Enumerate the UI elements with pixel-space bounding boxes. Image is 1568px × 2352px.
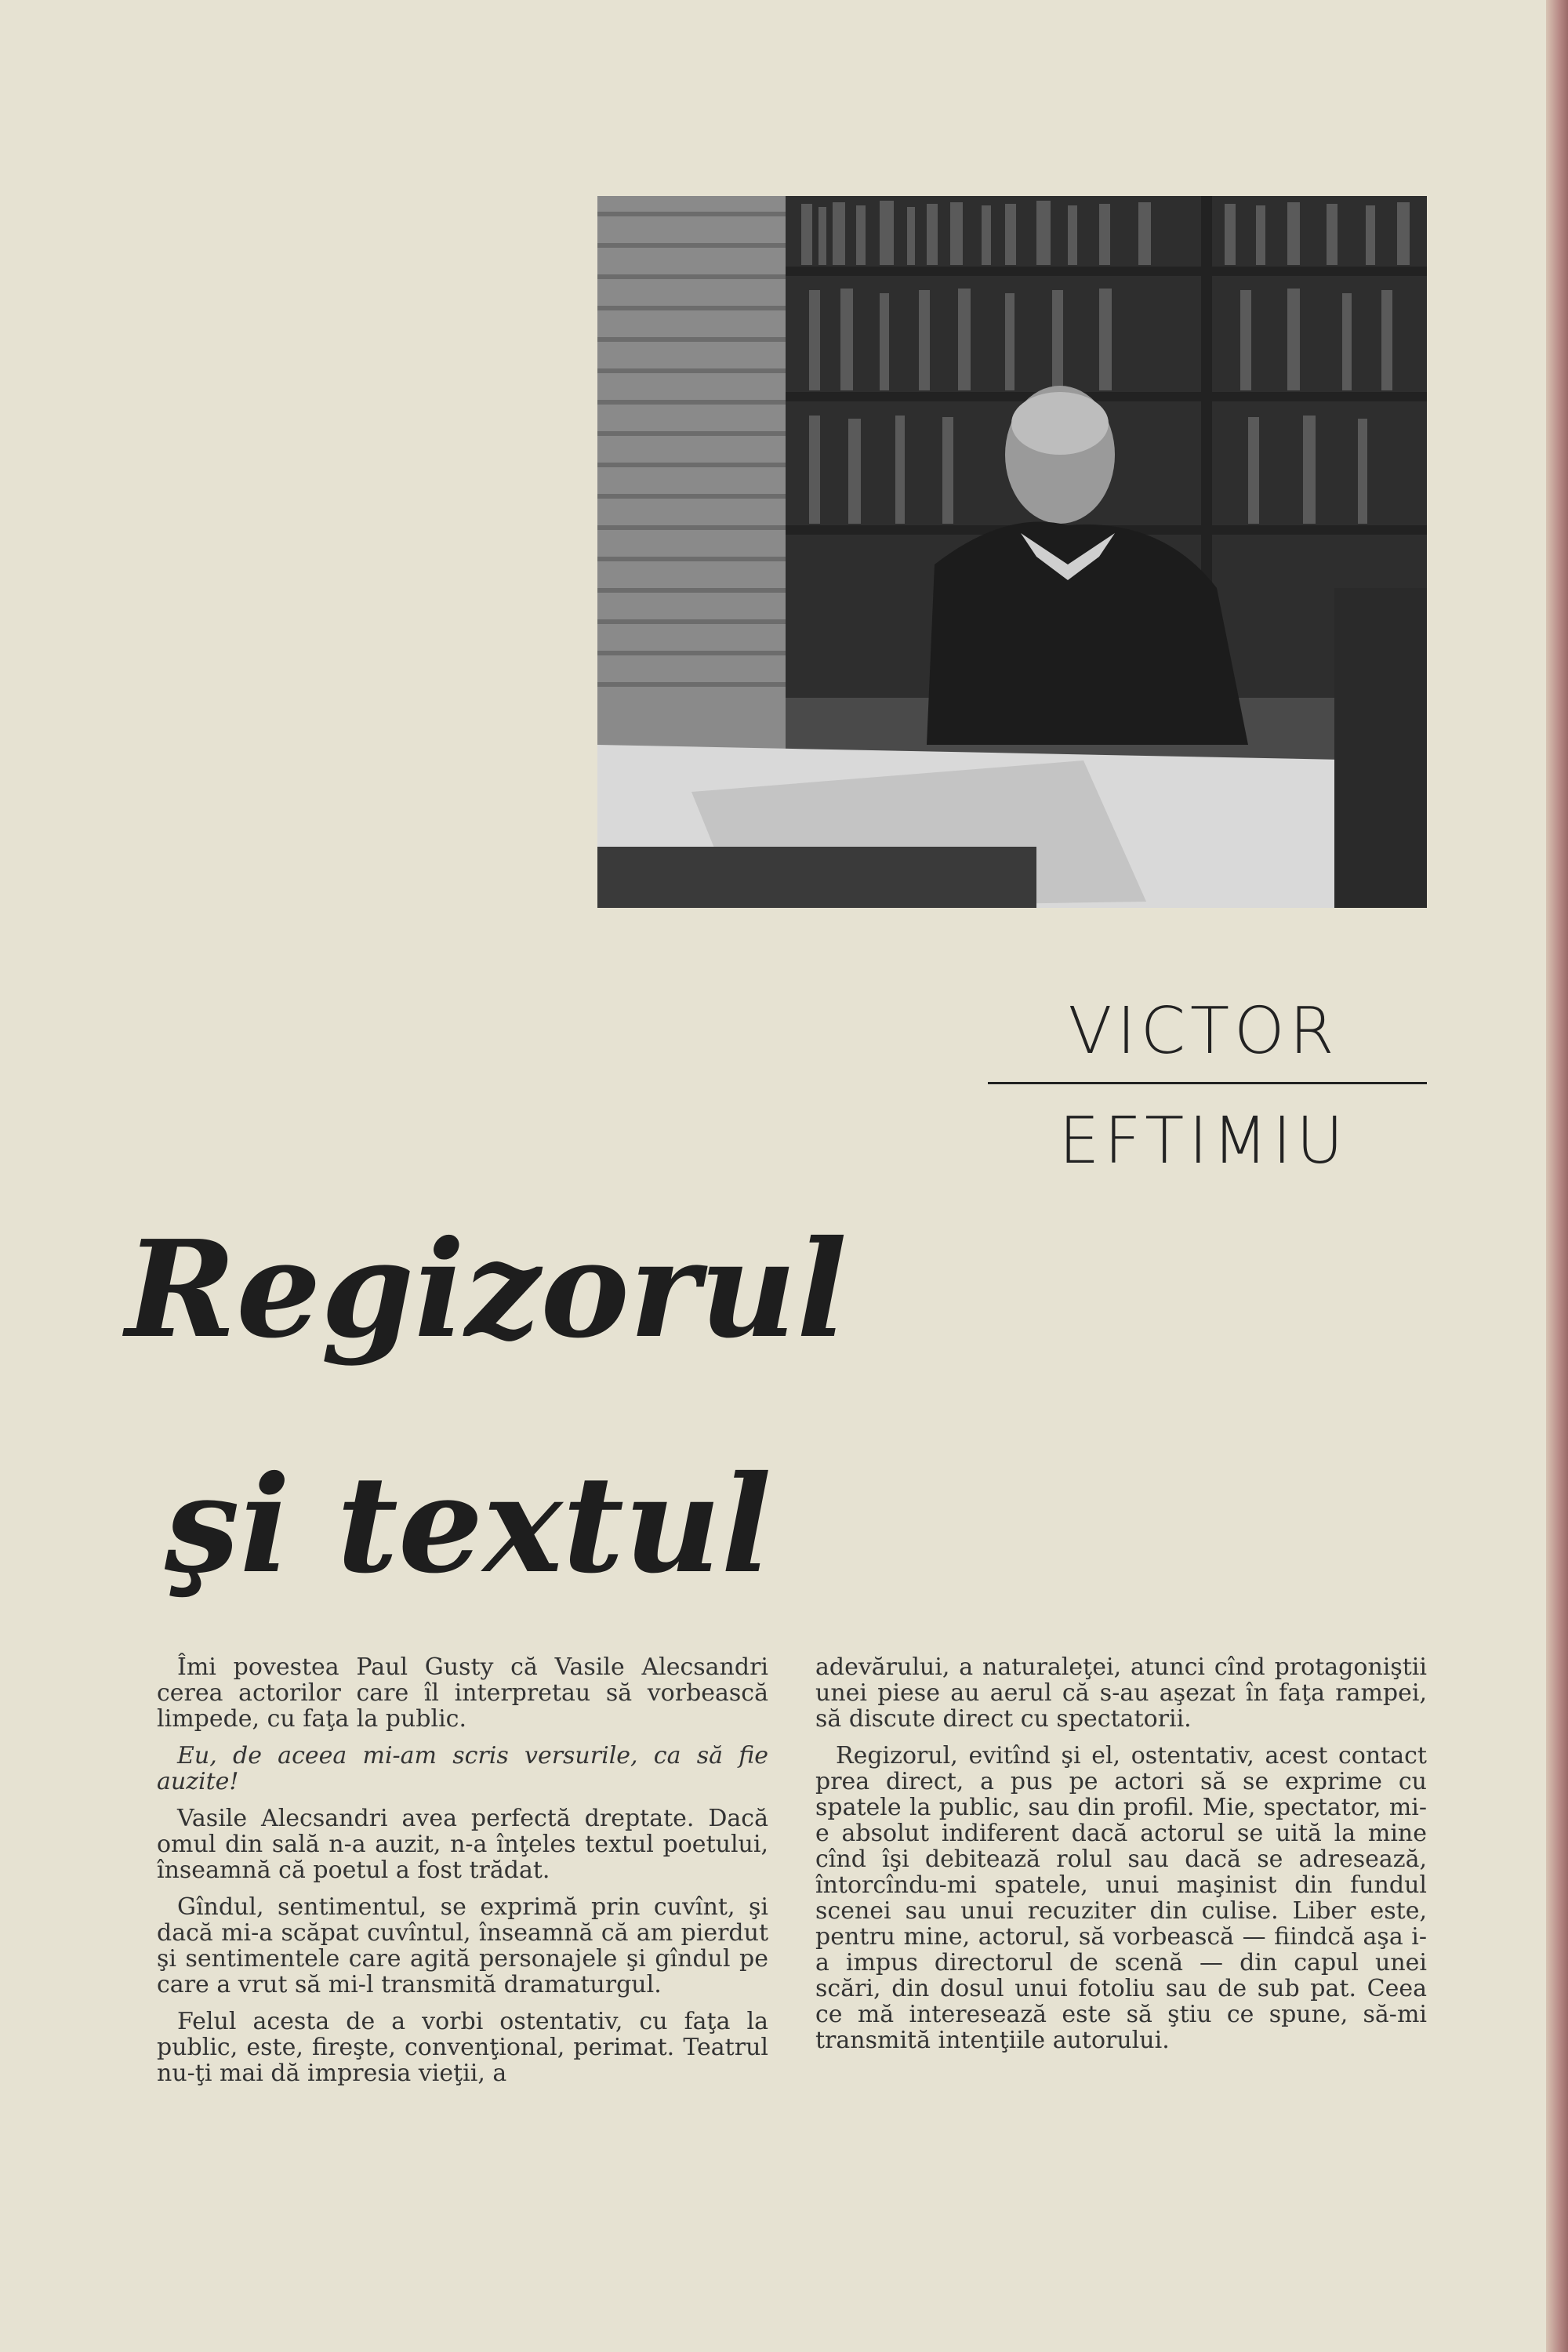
paragraph: Îmi povestea Paul Gusty că Vasile Alecsandri cerea actorilor care îl interpretau să vorbească limpede, cu faţa la public. (157, 1653, 768, 1733)
paragraph: Felul acesta de a vorbi ostentativ, cu faţa la public, este, fireşte, convenţional, perimat. Teatrul nu-ţi mai dă impresia vieţii, a (157, 2008, 768, 2087)
portrait-photo-image (597, 196, 1427, 908)
paragraph: Regizorul, evitînd şi el, ostentativ, acest contact prea direct, a pus pe actori să se exprime cu spatele la public, sau din profil. Mie, spectator, mi-e absolut indiferent dacă actorul se uită la mine cînd îşi debitează rolul sau dacă se adresează, întorcîndu-mi spatele, unui maşinist din fundul scenei sau unui recuziter din culise. Liber este, pentru mine, actorul, să vorbească — fiindcă aşa i-a impus directorul de scenă — din capul unei scări, din dosul unui fotoliu sau de sub pat. Ceea ce mă interesează este să ştiu ce spune, să-mi transmită intenţiile autorului. (815, 1742, 1427, 2054)
paragraph: Gîndul, sentimentul, se exprimă prin cuvînt, şi dacă mi-a scăpat cuvîntul, înseamnă că am pierdut şi sentimentele care agită personajele şi gîndul pe care a vrut să mi-l transmită dramaturgul. (157, 1893, 768, 1998)
paragraph: adevărului, a naturaleţei, atunci cînd protagoniştii unei piese au aerul că s-au aşezat în faţa rampei, să discute direct cu spectatorii. (815, 1653, 1427, 1733)
article-column-left (157, 1654, 768, 2097)
author-first-name: VICTOR (1068, 994, 1339, 1069)
author-last-name: EFTIMIU (1058, 1104, 1348, 1178)
author-divider (988, 1082, 1427, 1084)
article-column-right (815, 1654, 1427, 2064)
portrait-photo (597, 196, 1427, 908)
article-title-line-1: Regizorul (125, 1211, 848, 1368)
article-title-line-2: şi textul (165, 1446, 772, 1603)
paragraph: Vasile Alecsandri avea perfectă dreptate. Dacă omul din sală n-a auzit, n-a înţeles textul poetului, înseamnă că poetul a fost trădat. (157, 1805, 768, 1884)
page-edge (1546, 0, 1568, 2352)
quote-paragraph: Eu, de aceea mi-am scris versurile, ca să fie auzite! (157, 1742, 768, 1795)
